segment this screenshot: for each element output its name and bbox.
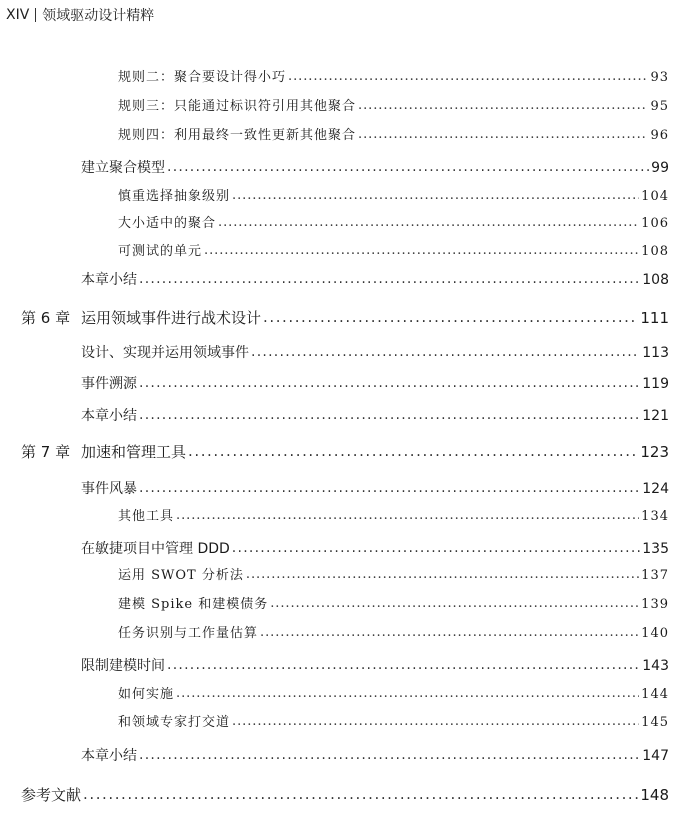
toc-entry[interactable] [118, 68, 669, 88]
toc-entry[interactable] [118, 685, 669, 705]
toc-entry[interactable] [118, 713, 669, 733]
toc-entry-title: 慎重选择抽象级别 [118, 189, 231, 204]
toc-entry-title: 可测试的单元 [118, 244, 203, 259]
dot-leader [139, 269, 640, 289]
toc-entry-page: 104 [641, 189, 669, 204]
toc-entry-title: 在敏捷项目中管理 DDD [81, 541, 230, 557]
dot-leader [188, 441, 638, 461]
dot-leader [167, 655, 640, 675]
dot-leader [83, 784, 638, 804]
dot-leader [358, 125, 648, 145]
toc-entry-page: 148 [640, 786, 669, 804]
chapter-number: 第 6 章 [21, 309, 71, 327]
toc-entry-page: 106 [641, 216, 669, 231]
toc-entry[interactable] [118, 624, 669, 644]
toc-entry-title: 本章小结 [81, 748, 137, 764]
toc-entry[interactable] [81, 343, 669, 363]
toc-entry-page: 124 [642, 481, 669, 497]
dot-leader [251, 342, 640, 362]
dot-leader [232, 538, 640, 558]
toc-entry[interactable] [118, 126, 669, 146]
toc-entry-title: 本章小结 [81, 272, 137, 288]
toc-entry-references[interactable] [21, 785, 669, 805]
toc-entry-page: 147 [642, 748, 669, 764]
dot-leader [139, 478, 640, 498]
toc-entry[interactable] [81, 270, 669, 290]
toc-chapter-entry[interactable] [21, 308, 669, 328]
dot-leader [232, 712, 639, 732]
toc-entry-title: 和领域专家打交道 [118, 715, 231, 730]
dot-leader [260, 623, 639, 643]
toc-entry-page: 108 [642, 272, 669, 288]
toc-entry[interactable] [118, 97, 669, 117]
toc-chapter-entry[interactable] [21, 442, 669, 462]
toc-entry-page: 145 [641, 715, 669, 730]
book-title: 领域驱动设计精粹 [42, 8, 155, 24]
dot-leader [176, 684, 639, 704]
toc-entry-title: 事件溯源 [81, 376, 137, 392]
toc-entry-title: 加速和管理工具 [81, 443, 187, 461]
toc-entry[interactable] [118, 242, 669, 262]
toc-entry-page: 119 [642, 376, 669, 392]
toc-entry-title: 参考文献 [21, 786, 82, 804]
toc-entry-page: 96 [650, 128, 669, 143]
toc-entry-title: 运用 SWOT 分析法 [118, 568, 244, 583]
toc-entry-page: 111 [640, 309, 669, 327]
toc-entry-title: 事件风暴 [81, 481, 137, 497]
toc-entry-title: 任务识别与工作量估算 [118, 626, 259, 641]
toc-entry-title: 建模 Spike 和建模债务 [118, 597, 269, 612]
dot-leader [176, 506, 639, 526]
toc-entry[interactable] [118, 507, 669, 527]
dot-leader [263, 307, 638, 327]
toc-entry-page: 99 [651, 160, 669, 176]
toc-entry[interactable] [81, 406, 669, 426]
toc-entry-page: 95 [650, 99, 669, 114]
toc-entry-title: 其他工具 [118, 509, 175, 524]
toc-entry-page: 135 [642, 541, 669, 557]
toc-entry-page: 123 [640, 443, 669, 461]
toc-entry-title: 规则四：利用最终一致性更新其他聚合 [118, 128, 357, 143]
toc-entry-title: 如何实施 [118, 687, 175, 702]
toc-entry-page: 137 [641, 568, 669, 583]
dot-leader [167, 157, 649, 177]
page-number-roman: XIV [6, 7, 30, 23]
toc-entry-title: 建立聚合模型 [81, 160, 165, 176]
toc-entry[interactable] [81, 746, 669, 766]
toc-entry[interactable] [81, 158, 669, 178]
toc-entry-page: 140 [641, 626, 669, 641]
toc-entry-page: 144 [641, 687, 669, 702]
toc-entry-page: 143 [642, 658, 669, 674]
toc-entry[interactable] [118, 187, 669, 207]
dot-leader [204, 241, 639, 261]
toc-entry[interactable] [81, 479, 669, 499]
toc-entry-page: 93 [650, 70, 669, 85]
toc-entry-title: 规则三：只能通过标识符引用其他聚合 [118, 99, 357, 114]
dot-leader [246, 565, 639, 585]
toc-entry-title: 本章小结 [81, 408, 137, 424]
toc-entry-title: 限制建模时间 [81, 658, 165, 674]
toc-entry[interactable] [118, 214, 669, 234]
chapter-number: 第 7 章 [21, 443, 71, 461]
dot-leader [218, 213, 639, 233]
toc-entry-page: 108 [641, 244, 669, 259]
toc-entry-page: 134 [641, 509, 669, 524]
toc-entry-title: 规则二：聚合要设计得小巧 [118, 70, 287, 85]
toc-entry[interactable] [118, 566, 669, 586]
toc-entry[interactable] [81, 374, 669, 394]
dot-leader [232, 186, 639, 206]
dot-leader [270, 594, 639, 614]
dot-leader [358, 96, 648, 116]
toc-entry-page: 113 [642, 345, 669, 361]
dot-leader [139, 405, 640, 425]
dot-leader [139, 373, 640, 393]
toc-entry[interactable] [81, 539, 669, 559]
toc-entry[interactable] [81, 656, 669, 676]
toc-entry-page: 121 [642, 408, 669, 424]
toc-entry-title: 设计、实现并运用领域事件 [81, 345, 249, 361]
dot-leader [139, 745, 640, 765]
toc-entry-title: 运用领域事件进行战术设计 [81, 309, 262, 327]
toc-entry-page: 139 [641, 597, 669, 612]
dot-leader [288, 67, 648, 87]
toc-entry-title: 大小适中的聚合 [118, 216, 217, 231]
toc-entry[interactable] [118, 595, 669, 615]
